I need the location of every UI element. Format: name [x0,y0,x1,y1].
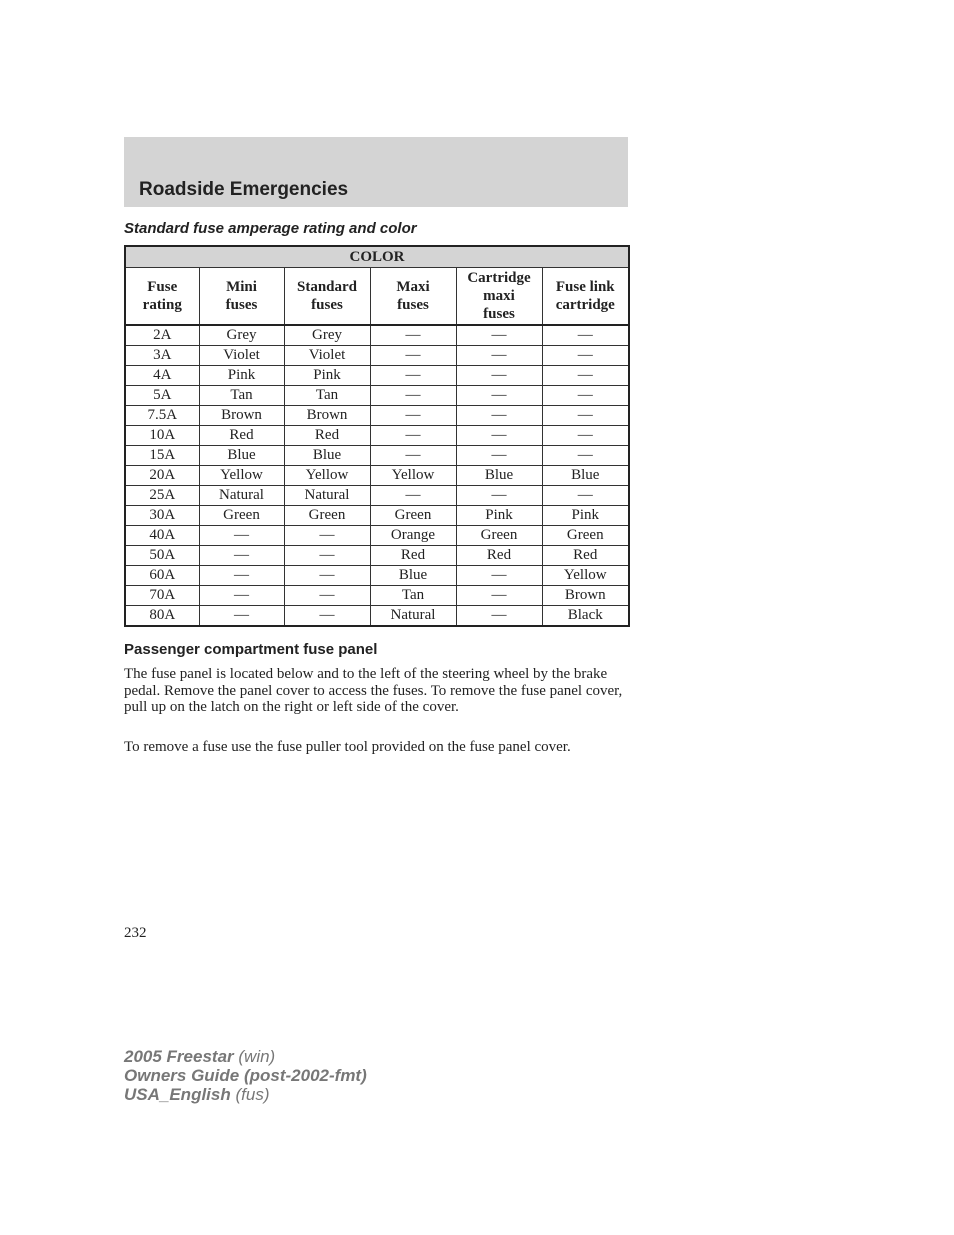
table-cell: — [199,586,284,606]
table-cell: Brown [542,586,629,606]
table-row [125,586,629,606]
table-row [125,426,629,446]
table-cell: 40A [125,526,199,546]
table-cell: Red [542,546,629,566]
table-cell: — [542,446,629,466]
table-cell: Green [284,506,370,526]
table-cell: — [542,386,629,406]
table-cell: Yellow [199,466,284,486]
table-cell: — [456,366,542,386]
table-cell: 7.5A [125,406,199,426]
table-cell: Yellow [542,566,629,586]
table-cell: — [370,426,456,446]
table-cell: Grey [284,325,370,346]
table-cell: 60A [125,566,199,586]
table-cell: 70A [125,586,199,606]
table-cell: — [456,606,542,627]
table-row [125,486,629,506]
table-cell: — [284,526,370,546]
table-cell: — [456,386,542,406]
fuse-color-table [124,245,630,627]
table-cell: Green [456,526,542,546]
table-cell: Pink [456,506,542,526]
table-cell: — [542,346,629,366]
table-cell: — [370,446,456,466]
table-row [125,406,629,426]
table-cell: Red [199,426,284,446]
table-row [125,466,629,486]
table-row [125,325,629,346]
body-paragraph-fuse-panel-location: The fuse panel is located below and to the left of the steering wheel by the brake pedal. Remove the panel cover to access the fuses. To remove the fuse panel cover, pull up on the latch on the right or left side of the cover. [124,666,623,715]
document-footer [124,1047,367,1104]
column-header-mini-fuses: Mini fuses [199,268,284,326]
table-cell: — [542,366,629,386]
table-cell: 50A [125,546,199,566]
table-caption: Standard fuse amperage rating and color [124,220,417,237]
table-cell: Pink [542,506,629,526]
table-cell: 25A [125,486,199,506]
table-cell: 4A [125,366,199,386]
table-row [125,526,629,546]
page-number: 232 [124,925,147,941]
table-cell: Tan [370,586,456,606]
table-cell: — [370,366,456,386]
table-cell: Blue [542,466,629,486]
table-cell: — [284,606,370,627]
table-cell: Natural [199,486,284,506]
table-cell: — [370,486,456,506]
table-cell: — [284,566,370,586]
table-cell: 80A [125,606,199,627]
body-paragraph-fuse-removal: To remove a fuse use the fuse puller tool provided on the fuse panel cover. [124,739,571,755]
table-cell: — [284,586,370,606]
table-cell: — [542,426,629,446]
table-cell: — [542,406,629,426]
table-cell: Natural [370,606,456,627]
table-cell: Red [370,546,456,566]
table-cell: Pink [199,366,284,386]
table-cell: Pink [284,366,370,386]
table-cell: — [456,346,542,366]
table-cell: Violet [284,346,370,366]
table-column-header-row [125,268,629,326]
table-cell: — [456,586,542,606]
table-cell: — [542,486,629,506]
table-cell: — [199,606,284,627]
table-cell: — [199,566,284,586]
footer-line-locale: USA_English (fus) [124,1085,270,1104]
table-row [125,346,629,366]
table-cell: Red [284,426,370,446]
section-header-band [124,137,628,207]
table-group-header-row [125,246,629,268]
section-heading: Passenger compartment fuse panel [124,641,378,658]
table-cell: Green [370,506,456,526]
table-cell: — [199,526,284,546]
table-cell: — [370,386,456,406]
column-header-cartridge-maxi-fuses: Cartridge maxi fuses [456,268,542,326]
table-cell: Tan [199,386,284,406]
column-header-fuse-link-cartridge: Fuse link cartridge [542,268,629,326]
table-row [125,606,629,627]
table-cell: — [284,546,370,566]
table-cell: 10A [125,426,199,446]
table-cell: 5A [125,386,199,406]
table-cell: Natural [284,486,370,506]
table-cell: — [370,325,456,346]
table-row [125,386,629,406]
table-cell: Yellow [284,466,370,486]
table-row [125,506,629,526]
table-cell: Black [542,606,629,627]
footer-line-model: 2005 Freestar (win) [124,1047,276,1066]
table-cell: Green [542,526,629,546]
table-cell: Blue [370,566,456,586]
table-cell: 3A [125,346,199,366]
table-cell: — [456,426,542,446]
table-row [125,546,629,566]
table-cell: Brown [284,406,370,426]
table-row [125,446,629,466]
table-cell: — [456,566,542,586]
table-cell: Blue [456,466,542,486]
table-cell: — [199,546,284,566]
table-cell: — [456,446,542,466]
table-cell: — [542,325,629,346]
table-cell: Yellow [370,466,456,486]
table-cell: 2A [125,325,199,346]
table-cell: Brown [199,406,284,426]
table-cell: 15A [125,446,199,466]
table-body [125,325,629,626]
table-cell: Tan [284,386,370,406]
section-title: Roadside Emergencies [139,179,349,200]
table-cell: 20A [125,466,199,486]
table-row [125,366,629,386]
table-cell: — [370,406,456,426]
table-cell: — [370,346,456,366]
column-header-standard-fuses: Standard fuses [284,268,370,326]
color-group-header: COLOR [125,246,629,268]
table-cell: Red [456,546,542,566]
table-cell: Green [199,506,284,526]
table-cell: Blue [199,446,284,466]
table-cell: — [456,325,542,346]
table-cell: Grey [199,325,284,346]
footer-line-guide: Owners Guide (post-2002-fmt) [124,1066,367,1085]
table-row [125,566,629,586]
column-header-maxi-fuses: Maxi fuses [370,268,456,326]
table-cell: Orange [370,526,456,546]
table-cell: Blue [284,446,370,466]
table-cell: 30A [125,506,199,526]
table-cell: — [456,406,542,426]
table-cell: — [456,486,542,506]
table-cell: Violet [199,346,284,366]
column-header-fuse-rating: Fuse rating [125,268,199,326]
